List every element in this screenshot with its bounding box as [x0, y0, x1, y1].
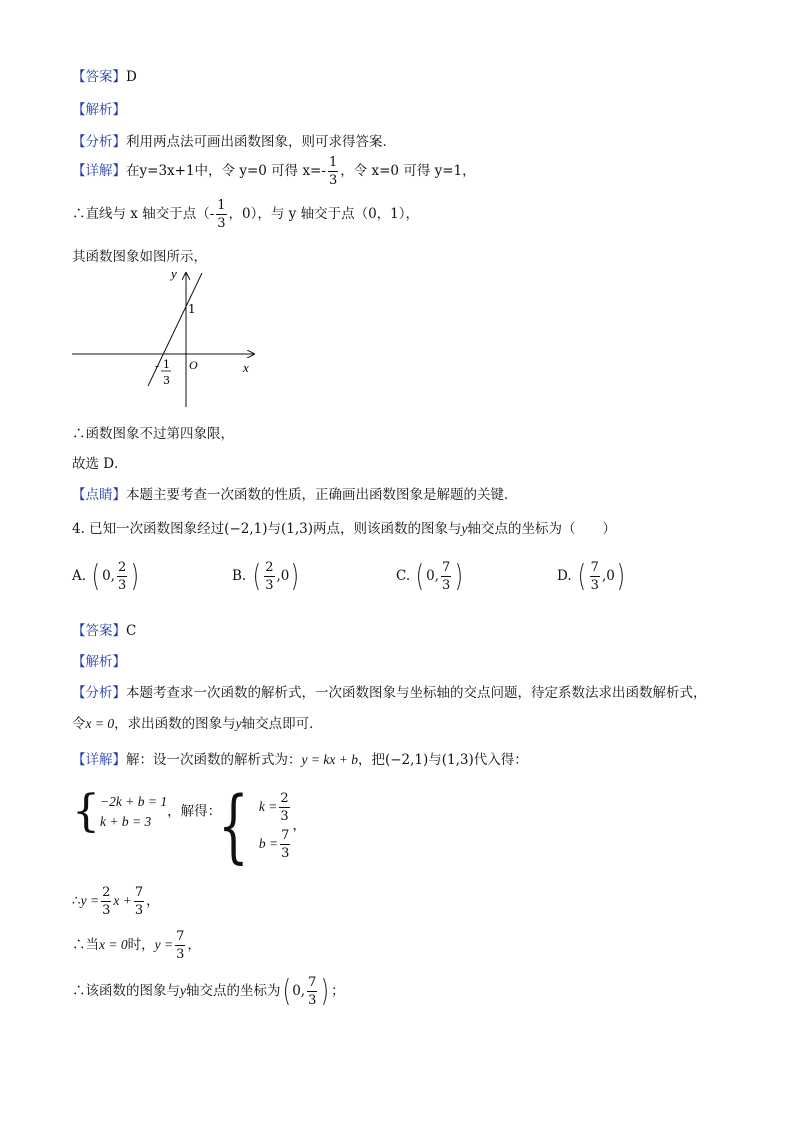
fraction-one-third-2: $\frac{1}{3}$	[217, 198, 226, 231]
answer-line-2	[72, 619, 136, 639]
y-axis-label: y	[171, 266, 177, 281]
fenxi-text: 利用两点法可画出函数图象，则可求得答案．	[126, 134, 396, 150]
option-a[interactable]: A. ( 0, $\frac{2}{3}$ )	[72, 558, 140, 594]
neg-sign: -	[155, 359, 160, 373]
option-b[interactable]: B. ( $\frac{2}{3}$ ,0)	[232, 558, 300, 594]
option-d[interactable]: D. ( $\frac{7}{3}$ ,0)	[557, 558, 625, 594]
equation-system: { −2k + b = 1 k + b = 3 ，解得：	[72, 786, 222, 837]
x-axis-label: x	[243, 360, 249, 375]
detail-line	[72, 156, 476, 187]
fenxi-text-2: 本题考查求一次函数的解析式，一次函数图象与坐标轴的交点问题，待定系数法求出函数解析式，	[126, 685, 707, 701]
line2-text-b: ，0），与 y 轴交于点（0，1），	[228, 206, 420, 222]
line2-text-a: ∴直线与 x 轴交于点（-	[72, 206, 215, 222]
fenxi-line-2	[72, 681, 707, 701]
eq-row-2: k + b = 3	[100, 814, 152, 829]
fenxi-line	[72, 130, 396, 150]
q4-stem-a: 4. 已知一次函数图象经过	[72, 521, 225, 537]
solve-text: ，解得：	[167, 803, 222, 820]
fenxi-line-2b: 令x = 0，求出函数的图象与y轴交点即可．	[72, 716, 323, 732]
result-equation: ∴y = $\frac{2}{3}$ x + $\frac{7}{3}$ ，	[72, 885, 160, 918]
detail-text-b: ，令 x=0 可得 y=1，	[340, 163, 476, 179]
eq-row-1: −2k + b = 1	[100, 793, 168, 809]
solution-system: { k = $\frac{2}{3}$ b = $\frac{7}{3}$ ，	[218, 779, 306, 872]
final-answer-line: ∴该函数的图象与y轴交点的坐标为( 0, $\frac{7}{3}$ ) ；	[72, 973, 345, 1009]
when-x-zero: ∴当x = 0时，y = $\frac{7}{3}$ ，	[72, 929, 201, 962]
dianjing-tag: 【点睛】	[72, 487, 126, 503]
origin-label: O	[189, 358, 198, 372]
analysis-title: 【解析】	[72, 102, 126, 118]
answer-value: D	[126, 69, 137, 85]
answer-tag-2: 【答案】	[72, 623, 126, 639]
choice-line: 故选 D．	[72, 456, 128, 472]
detail-tag-2: 【详解】	[72, 752, 126, 768]
answer-value-2: C	[126, 623, 137, 639]
answer-tag: 【答案】	[72, 69, 126, 85]
q4-stem-c: 两点，则该函数的图象与	[313, 521, 462, 537]
q4-y: y	[461, 521, 468, 536]
q4-stem-d: 轴交点的坐标为（ ）	[467, 521, 617, 537]
q4-stem-b: 与	[267, 521, 281, 537]
function-graph	[68, 265, 268, 415]
answer-line-1	[72, 65, 137, 85]
detail-line-2: 【详解】解：设一次函数的解析式为：y = kx + b，把(−2,1)与(1,3)代入得：	[72, 752, 528, 768]
q4-point-2: (1,3)	[281, 521, 314, 537]
q4-point-1: (−2,1)	[224, 521, 268, 537]
x-int-num: 1	[163, 358, 170, 371]
detail-tag: 【详解】	[72, 163, 126, 179]
graph-intro: 其函数图象如图所示，	[72, 249, 207, 265]
b-solution: b = $\frac{7}{3}$	[258, 828, 290, 861]
x-int-den: 3	[163, 374, 170, 387]
detail-text-a: 在y=3x+1中，令 y=0 可得 x=-	[126, 163, 326, 179]
fenxi-tag: 【分析】	[72, 134, 126, 150]
intersection-line	[72, 199, 419, 230]
dianjing-text: 本题主要考查一次函数的性质，正确画出函数图象是解题的关键．	[126, 487, 518, 503]
y-intercept-label: 1	[188, 302, 196, 316]
analysis-title-2: 【解析】	[72, 654, 126, 670]
fraction-one-third: $\frac{1}{3}$	[328, 155, 338, 188]
option-c[interactable]: C. ( 0, $\frac{7}{3}$ )	[396, 558, 464, 594]
dianjing-line	[72, 483, 518, 503]
conclusion-line: ∴函数图象不过第四象限，	[72, 426, 234, 442]
fenxi-tag-2: 【分析】	[72, 685, 126, 701]
k-solution: k = $\frac{2}{3}$	[258, 791, 289, 824]
question-4-stem	[72, 517, 616, 537]
